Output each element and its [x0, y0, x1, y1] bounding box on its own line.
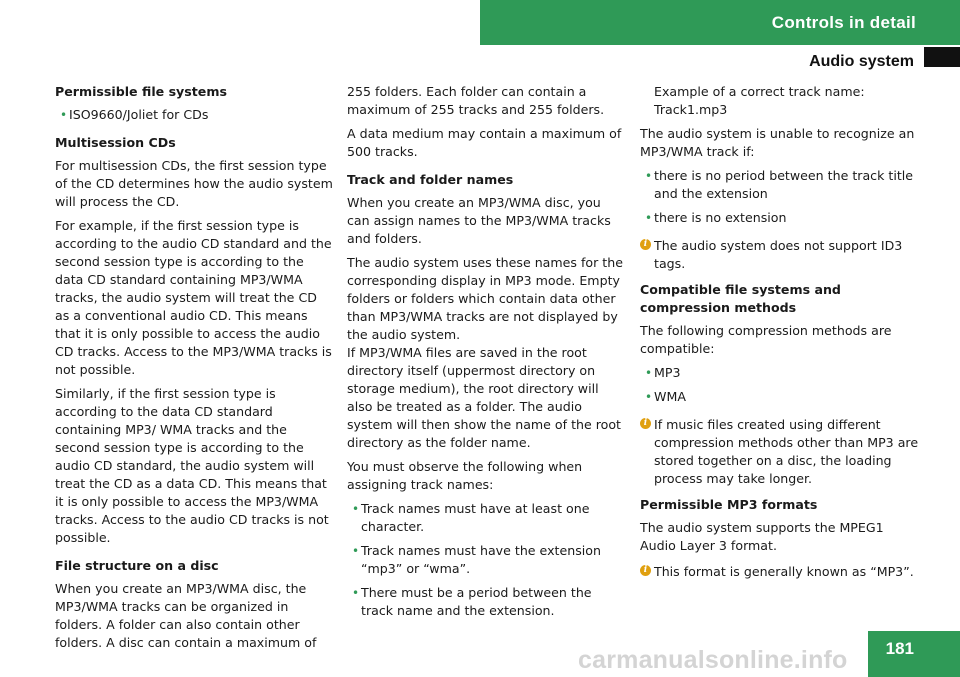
info-icon: i	[640, 239, 651, 250]
paragraph: The following compression methods are compatible:	[640, 323, 892, 356]
watermark: carmanualsonline.info	[578, 646, 848, 674]
list-item: • WMA	[640, 388, 920, 406]
info-note	[640, 237, 920, 273]
section-marker	[924, 47, 960, 67]
heading-track-folder-names: Track and folder names	[347, 172, 514, 187]
heading-compatible-methods: Compatible file systems and compression methods	[640, 282, 841, 315]
list-item: • MP3	[640, 364, 920, 382]
example-label: Example of a correct track name:	[654, 84, 865, 99]
paragraph: The audio system uses these names for the corresponding display in MP3 mode. Empty folders or folders which contain data other than MP3/WMA tracks are not displayed by the audio system.	[347, 255, 623, 342]
info-note	[640, 416, 920, 488]
paragraph: If MP3/WMA files are saved in the root directory itself (uppermost directory on storage medium), the root directory will also be treated as a folder. The audio system will then show the name of the root directory as the folder name.	[347, 345, 621, 450]
section-title: Audio system	[809, 53, 914, 70]
heading-multisession: Multisession CDs	[55, 135, 176, 150]
list-item: • there is no period between the track title and the extension	[640, 167, 920, 203]
info-note	[640, 563, 920, 581]
info-text: The audio system does not support ID3 tags.	[654, 238, 903, 271]
info-text: This format is generally known as “MP3”.	[654, 564, 914, 579]
paragraph: The audio system supports the MPEG1 Audio Layer 3 format.	[640, 520, 884, 553]
paragraph: A data medium may contain a maximum of 500 tracks.	[347, 126, 622, 159]
list-item: • there is no extension	[640, 209, 920, 227]
paragraph: For multisession CDs, the first session type of the CD determines how the audio system will process the CD.	[55, 158, 333, 209]
paragraph: 255 folders. Each folder can contain a maximum of 255 tracks and 255 folders.	[347, 84, 605, 117]
list-item: • There must be a period between the track name and the extension.	[347, 584, 627, 620]
info-icon: i	[640, 418, 651, 429]
column-2	[347, 83, 627, 626]
list-item: • Track names must have the extension “mp3” or “wma”.	[347, 542, 627, 578]
paragraph: The audio system is unable to recognize an MP3/WMA track if:	[640, 126, 915, 159]
heading-file-structure: File structure on a disc	[55, 558, 219, 573]
paragraph: When you create an MP3/WMA disc, the MP3/WMA tracks can be organized in folders. A folder can also contain other folders. A disc can contain a maximum of	[55, 581, 317, 650]
paragraph: Similarly, if the first session type is according to the data CD standard containing MP3/ WMA tracks and the second session type is according to the audio CD standard, the audio system will treat the CD as a data CD. This means that it is only possible to access the MP3/WMA tracks. Access to the audio CD tracks is not possible.	[55, 386, 329, 545]
chapter-header: Controls in detail	[480, 0, 960, 45]
info-icon: i	[640, 565, 651, 576]
list-item: • Track names must have at least one character.	[347, 500, 627, 536]
example-value: Track1.mp3	[654, 102, 728, 117]
info-text: If music files created using different compression methods other than MP3 are stored together on a disc, the loading process may take longer.	[654, 417, 919, 486]
page-number: 181	[868, 631, 960, 677]
heading-mp3-formats: Permissible MP3 formats	[640, 497, 818, 512]
paragraph: For example, if the first session type is according to the audio CD standard and the second session type is according to the data CD standard containing MP3/WMA tracks, the audio system will treat the CD as a conventional audio CD. This means that it is only possible to access the audio CD tracks. Access to the MP3/WMA tracks is not possible.	[55, 218, 332, 377]
heading-permissible-file-systems: Permissible file systems	[55, 84, 227, 99]
column-3	[640, 83, 920, 589]
paragraph: When you create an MP3/WMA disc, you can assign names to the MP3/WMA tracks and folders.	[347, 195, 611, 246]
list-item: • ISO9660/Joliet for CDs	[55, 106, 333, 124]
column-1	[55, 83, 333, 658]
paragraph: You must observe the following when assigning track names:	[347, 459, 583, 492]
